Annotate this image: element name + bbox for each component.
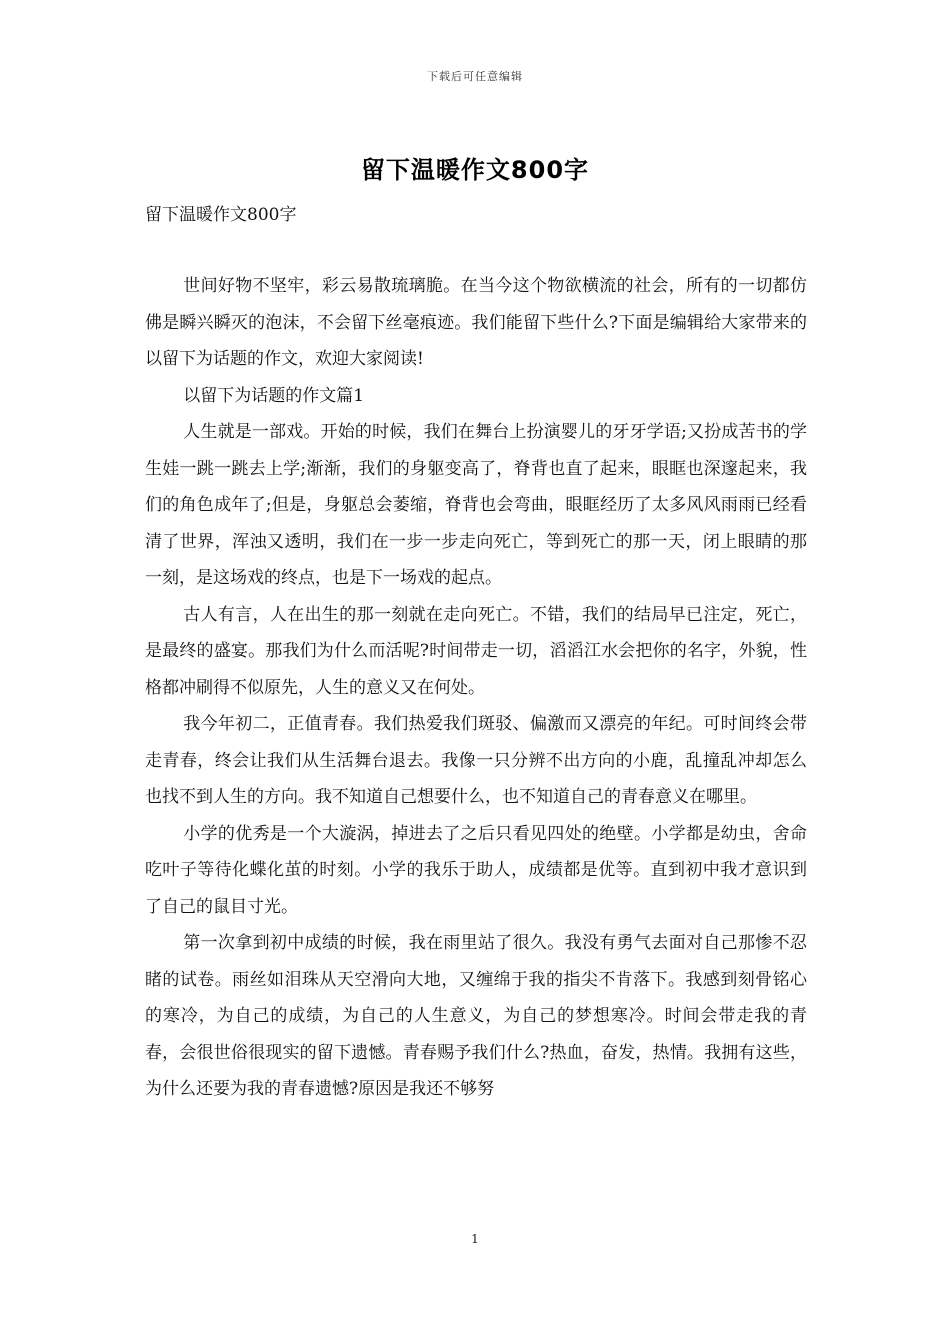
paragraph: 我今年初二，正值青春。我们热爱我们斑驳、偏激而又漂亮的年纪。可时间终会带走青春，终会让我们从生活舞台退去。我像一只分辨不出方向的小鹿，乱撞乱冲却怎么也找不到人生的方向。我不知道自己想要什么，也不知道自己的青春意义在哪里。	[145, 714, 807, 807]
paragraph: 古人有言，人在出生的那一刻就在走向死亡。不错，我们的结局早已注定，死亡，是最终的盛宴。那我们为什么而活呢?时间带走一切，滔滔江水会把你的名字，外貌，性格都冲刷得不似原先，人生的意义又在何处。	[145, 604, 807, 698]
page-number: 1	[471, 1232, 479, 1246]
document-title: 留下温暖作文800字	[360, 156, 590, 184]
section-heading: 以留下为话题的作文篇1	[183, 385, 365, 406]
paragraph: 人生就是一部戏。开始的时候，我们在舞台上扮演婴儿的牙牙学语;又扮成苦书的学生娃一跳一跳去上学;渐渐，我们的身躯变高了，脊背也直了起来，眼眶也深邃起来，我们的角色成年了;但是，身躯总会萎缩，脊背也会弯曲，眼眶经历了太多风风雨雨已经看清了世界，浑浊又透明，我们在一步一步走向死亡，等到死亡的那一天，闭上眼睛的那一刻，是这场戏的终点，也是下一场戏的起点。	[145, 422, 807, 588]
header-note: 下载后可任意编辑	[427, 70, 523, 83]
document-body	[145, 268, 807, 1108]
paragraph: 小学的优秀是一个大漩涡，掉进去了之后只看见四处的绝壁。小学都是幼虫，舍命吃叶子等待化蝶化茧的时刻。小学的我乐于助人，成绩都是优等。直到初中我才意识到了自己的鼠目寸光。	[145, 823, 807, 917]
document-subtitle: 留下温暖作文800字	[145, 205, 297, 225]
paragraph: 第一次拿到初中成绩的时候，我在雨里站了很久。我没有勇气去面对自己那惨不忍睹的试卷。雨丝如泪珠从天空滑向大地，又缠绵于我的指尖不肯落下。我感到刻骨铭心的寒冷，为自己的成绩，为自己的人生意义，为自己的梦想寒冷。时间会带走我的青春，会很世俗很现实的留下遗憾。青春赐予我们什么?热血，奋发，热情。我拥有这些，为什么还要为我的青春遗憾?原因是我还不够努	[145, 933, 807, 1099]
paragraph-intro: 世间好物不坚牢，彩云易散琉璃脆。在当今这个物欲横流的社会，所有的一切都仿佛是瞬兴瞬灭的泡沫，不会留下丝毫痕迹。我们能留下些什么?下面是编辑给大家带来的以留下为话题的作文，欢迎大家阅读!	[145, 276, 807, 369]
